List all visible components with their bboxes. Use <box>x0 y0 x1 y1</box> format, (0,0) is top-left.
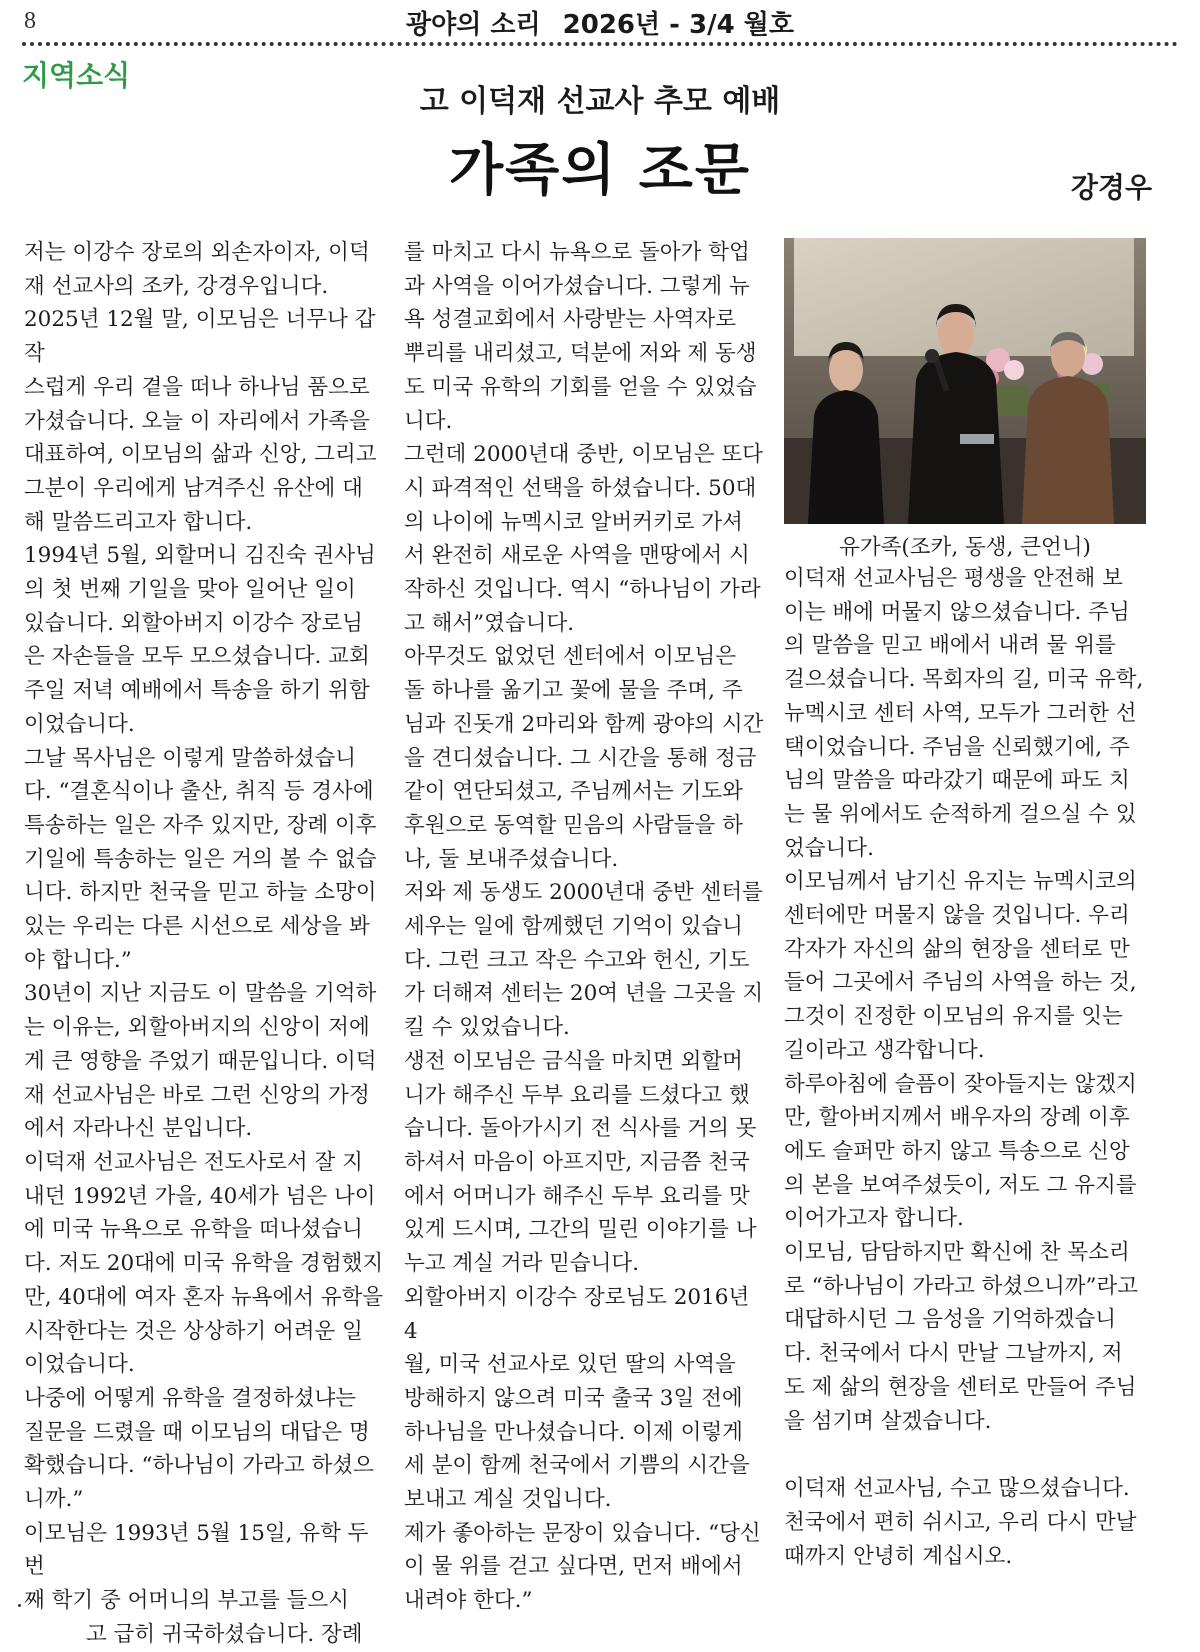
text-line: 주일 저녁 예배에서 특송을 하기 위함 <box>24 678 370 704</box>
text-line: 을 견디셨습니다. 그 시간을 통해 정금 <box>404 745 757 771</box>
text-line: 보내고 계실 것입니다. <box>404 1487 612 1513</box>
text-line: 내던 1992년 가을, 40세가 넘은 나이 <box>24 1183 376 1209</box>
text-line: 니다. 하지만 천국을 믿고 하늘 소망이 <box>24 880 377 906</box>
text-line: 확했습니다. “하나님이 가라고 하셨으 <box>24 1453 374 1479</box>
text-line: 그런데 2000년대 중반, 이모님은 또다 <box>404 442 763 468</box>
text-line: 의 말씀을 믿고 배에서 내려 물 위를 <box>784 633 1116 659</box>
text-line: 뿌리를 내리셨고, 덕분에 저와 제 동생 <box>404 341 757 367</box>
text-line: 걸으셨습니다. 목회자의 길, 미국 유학, <box>784 667 1144 693</box>
section-label: 지역소식 <box>22 59 131 92</box>
text-line: 월, 미국 선교사로 있던 딸의 사역을 <box>404 1352 736 1378</box>
text-line: 가셨습니다. 오늘 이 자리에서 가족을 <box>24 408 370 434</box>
page-number: 8 <box>24 8 36 34</box>
text-line: 다. 천국에서 다시 만날 그날까지, 저 <box>784 1341 1123 1367</box>
text-line: 의 첫 번째 기일을 맞아 일어난 일이 <box>24 577 356 603</box>
article-subtitle: 고 이덕재 선교사 추모 예배 <box>419 84 781 119</box>
text-line: 가 더해져 센터는 20여 년을 그곳을 지 <box>404 981 764 1007</box>
text-line: 만, 40대에 여자 혼자 뉴욕에서 유학을 <box>24 1284 384 1310</box>
article-headline: 가족의 조문 <box>449 138 751 203</box>
text-line: 방해하지 않으려 미국 출국 3일 전에 <box>404 1385 743 1411</box>
text-line: 에 미국 뉴욕으로 유학을 떠나셨습니 <box>24 1217 363 1243</box>
text-line: 센터에만 머물지 않을 것입니다. 우리 <box>784 903 1130 929</box>
text-line: 후원으로 동역할 믿음의 사람들을 하 <box>404 812 743 838</box>
text-line: 님과 진돗개 2마리와 함께 광야의 시간 <box>404 711 764 737</box>
text-line: 그분이 우리에게 남겨주신 유산에 대 <box>24 475 363 501</box>
text-line: 도 미국 유학의 기회를 얻을 수 있었습 <box>404 374 757 400</box>
text-line: 각자가 자신의 삶의 현장을 센터로 만 <box>784 936 1130 962</box>
text-line: 이 물 위를 걷고 싶다면, 먼저 배에서 <box>404 1554 743 1580</box>
text-line: 니까.” <box>24 1487 84 1513</box>
text-line: 작하신 것입니다. 역시 “하나님이 가라 <box>404 577 761 603</box>
text-line: 그것이 진정한 이모님의 유지를 잇는 <box>784 1004 1123 1030</box>
text-line: 습니다. 돌아가시기 전 식사를 거의 못 <box>404 1116 757 1142</box>
family-photo <box>784 238 1146 524</box>
page-mark <box>18 1604 21 1607</box>
text-line: 이모님은 1993년 5월 15일, 유학 두 번 <box>24 1520 369 1580</box>
text-line: 저와 제 동생도 2000년대 중반 센터를 <box>404 880 763 906</box>
text-line: 1994년 5월, 외할머니 김진숙 권사님 <box>24 543 376 569</box>
text-line: 이덕재 선교사님은 전도사로서 잘 지 <box>24 1149 363 1175</box>
text-line: 니가 해주신 두부 요리를 드셨다고 했 <box>404 1082 750 1108</box>
text-line: 천국에서 편히 쉬시고, 우리 다시 만날 <box>784 1509 1137 1535</box>
text-line: 있는 우리는 다른 시선으로 세상을 봐 <box>24 914 370 940</box>
text-line: 저는 이강수 장로의 외손자이자, 이덕 <box>24 240 370 265</box>
text-line: 있게 드시며, 그간의 밀린 이야기를 나 <box>404 1217 757 1243</box>
publication-name: 광야의 소리 <box>406 10 541 40</box>
text-line: 과 사역을 이어가셨습니다. 그렇게 뉴 <box>404 273 750 299</box>
text-line: 2025년 12월 말, 이모님은 너무나 갑작 <box>24 307 376 367</box>
issue-label: 2026년 - 3/4 월호 <box>562 10 794 40</box>
text-line: 생전 이모님은 금식을 마치면 외할머 <box>404 1048 743 1074</box>
text-line: 고 급히 귀국하셨습니다. 장례 <box>86 1621 363 1647</box>
text-line: 이덕재 선교사님은 평생을 안전해 보 <box>784 566 1123 591</box>
text-line: 세 분이 함께 천국에서 기쁨의 시간을 <box>404 1453 750 1479</box>
text-line: 는 물 위에서도 순적하게 걸으실 수 있 <box>784 801 1137 827</box>
text-line: 스럽게 우리 곁을 떠나 하나님 품으로 <box>24 374 370 400</box>
photo-caption: 유가족(조카, 동생, 큰언니) <box>839 535 1091 560</box>
text-line: 해 말씀드리고자 합니다. <box>24 509 253 535</box>
text-line: 야 합니다.” <box>24 947 132 973</box>
text-line: 기일에 특송하는 일은 거의 볼 수 없습 <box>24 846 377 872</box>
text-line: 30년이 지난 지금도 이 말씀을 기억하 <box>24 981 377 1007</box>
text-line: 고 해서”였습니다. <box>404 610 575 636</box>
header-divider <box>22 42 1178 46</box>
article-column-2 <box>404 236 764 1618</box>
text-line: 째 학기 중 어머니의 부고를 들으시 <box>24 1588 349 1614</box>
text-line: 재 선교사의 조카, 강경우입니다. <box>24 273 329 299</box>
text-line: 시 파격적인 선택을 하셨습니다. 50대 <box>404 475 757 501</box>
text-line: 이모님, 담담하지만 확신에 찬 목소리 <box>784 1240 1130 1266</box>
text-line: 대답하시던 그 음성을 기억하겠습니 <box>784 1307 1117 1333</box>
text-line: 다. 그런 크고 작은 수고와 헌신, 기도 <box>404 947 750 973</box>
text-line: 에서 어머니가 해주신 두부 요리를 맛 <box>404 1183 750 1209</box>
text-line: 그날 목사님은 이렇게 말씀하셨습니 <box>24 745 357 771</box>
text-line: 질문을 드렸을 때 이모님의 대답은 명 <box>24 1419 370 1445</box>
text-line: 길이라고 생각합니다. <box>784 1037 985 1063</box>
text-line: 이었습니다. <box>24 1352 135 1378</box>
text-line: 이었습니다. <box>24 711 135 737</box>
text-line: 게 큰 영향을 주었기 때문입니다. 이덕 <box>24 1048 377 1074</box>
text-line: 이어가고자 합니다. <box>784 1206 964 1232</box>
text-line: 아무것도 없었던 센터에서 이모님은 <box>404 644 737 670</box>
text-line: 세우는 일에 함께했던 기억이 있습니 <box>404 914 743 940</box>
text-line: 이덕재 선교사님, 수고 많으셨습니다. <box>784 1476 1130 1502</box>
masthead <box>0 4 1200 41</box>
text-line: 었습니다. <box>784 835 874 861</box>
text-line: 나, 둘 보내주셨습니다. <box>404 846 619 872</box>
text-line: 로 “하나님이 가라고 하셨으니까”라고 <box>784 1273 1139 1299</box>
text-line: 이모님께서 남기신 유지는 뉴멕시코의 <box>784 869 1137 895</box>
text-line: 재 선교사님은 바로 그런 신앙의 가정 <box>24 1082 370 1108</box>
text-line: 하루아침에 슬픔이 잦아들지는 않겠지 <box>784 1071 1137 1097</box>
text-line: 제가 좋아하는 문장이 있습니다. “당신 <box>404 1520 761 1546</box>
article-byline: 강경우 <box>1070 171 1152 204</box>
text-line: 이는 배에 머물지 않으셨습니다. 주님 <box>784 599 1130 625</box>
text-line: 에도 슬퍼만 하지 않고 특송으로 신앙 <box>784 1138 1130 1164</box>
text-line: 돌 하나를 옮기고 꽃에 물을 주며, 주 <box>404 678 743 704</box>
text-line: 뉴멕시코 센터 사역, 모두가 그러한 선 <box>784 700 1137 726</box>
text-line: 때까지 안녕히 계십시오. <box>784 1543 1013 1569</box>
text-line: 나중에 어떻게 유학을 결정하셨냐는 <box>24 1385 357 1411</box>
text-line: 하나님을 만나셨습니다. 이제 이렇게 <box>404 1419 743 1445</box>
text-line: 의 나이에 뉴멕시코 알버커키로 가셔 <box>404 509 743 535</box>
text-line: 은 자손들을 모두 모으셨습니다. 교회 <box>24 644 370 670</box>
text-line: 누고 계실 거라 믿습니다. <box>404 1251 640 1277</box>
text-line: 니다. <box>404 408 453 434</box>
text-line: 만, 할아버지께서 배우자의 장례 이후 <box>784 1105 1130 1131</box>
text-line: 있습니다. 외할아버지 이강수 장로님 <box>24 610 363 636</box>
text-line: 를 마치고 다시 뉴욕으로 돌아가 학업 <box>404 240 750 265</box>
text-line: 하셔서 마음이 아프지만, 지금쯤 천국 <box>404 1149 750 1175</box>
text-line: 도 제 삶의 현장을 센터로 만들어 주님 <box>784 1374 1137 1400</box>
text-line: 내려야 한다.” <box>404 1588 533 1614</box>
text-line: 다. “결혼식이나 출산, 취직 등 경사에 <box>24 779 374 805</box>
article-column-1 <box>24 236 384 1652</box>
text-line: 들어 그곳에서 주님의 사역을 하는 것, <box>784 970 1137 996</box>
text-line: 외할아버지 이강수 장로님도 2016년 4 <box>404 1284 750 1344</box>
article-column-3 <box>784 562 1146 1573</box>
text-line: 을 섬기며 살겠습니다. <box>784 1408 992 1434</box>
text-line: 서 완전히 새로운 사역을 맨땅에서 시 <box>404 543 750 569</box>
text-line: 대표하여, 이모님의 삶과 신앙, 그리고 <box>24 442 377 468</box>
text-line: 시작한다는 것은 상상하기 어려운 일 <box>24 1318 363 1344</box>
text-line: 는 이유는, 외할아버지의 신앙이 저에 <box>24 1015 370 1041</box>
text-line: 특송하는 일은 자주 있지만, 장례 이후 <box>24 812 377 838</box>
text-line: 욕 성결교회에서 사랑받는 사역자로 <box>404 307 737 333</box>
text-line: 에서 자라나신 분입니다. <box>24 1116 253 1142</box>
text-line: 다. 저도 20대에 미국 유학을 경험했지 <box>24 1251 384 1277</box>
text-line: 의 본을 보여주셨듯이, 저도 그 유지를 <box>784 1172 1137 1198</box>
text-line <box>784 1438 1146 1472</box>
text-line: 택이었습니다. 주님을 신뢰했기에, 주 <box>784 734 1130 760</box>
text-line: 님의 말씀을 따라갔기 때문에 파도 치 <box>784 768 1130 794</box>
text-line: 킬 수 있었습니다. <box>404 1015 570 1041</box>
text-line: 같이 연단되셨고, 주님께서는 기도와 <box>404 779 743 805</box>
